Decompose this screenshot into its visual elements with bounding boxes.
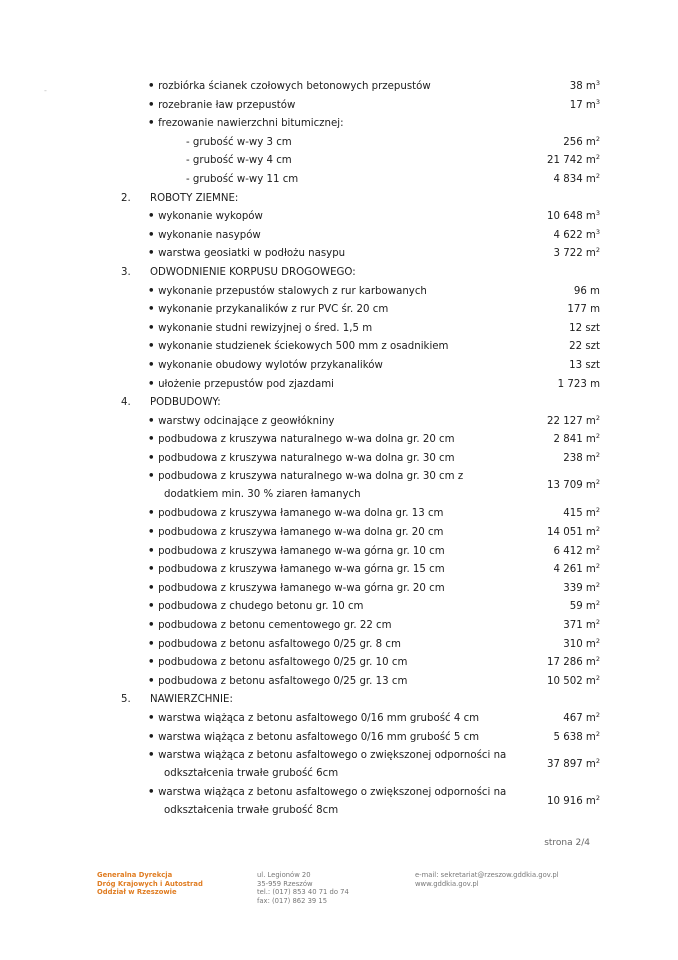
- item-description: • wykonanie przykanalików z rur PVC śr. 20 cm: [148, 301, 388, 320]
- list-item: [0, 245, 678, 264]
- section-title: ROBOTY ZIEMNE:: [150, 192, 239, 204]
- item-quantity: [547, 413, 600, 432]
- quantity-value: 4 622 m: [553, 229, 596, 241]
- unit-exponent: 2: [595, 506, 600, 515]
- list-item: [0, 227, 678, 246]
- item-description: • wykonanie nasypów: [148, 227, 261, 246]
- list-item: [0, 208, 678, 227]
- unit-exponent: 2: [595, 562, 600, 571]
- quantity-value: 2 841 m: [553, 434, 596, 446]
- unit-exponent: 2: [595, 246, 600, 255]
- section-number: 2.: [121, 192, 131, 204]
- list-item: [0, 468, 678, 505]
- unit-exponent: 2: [595, 794, 600, 803]
- item-description: • warstwa wiążąca z betonu asfaltowego 0/16 mm grubość 4 cm: [148, 710, 479, 729]
- list-item: [0, 171, 678, 190]
- quantity-value: 310 m: [563, 638, 596, 650]
- section-heading: [0, 190, 678, 209]
- unit-exponent: 2: [595, 636, 600, 645]
- item-description: - grubość w-wy 4 cm: [186, 152, 292, 171]
- footer-address-line: tel.: (017) 853 40 71 do 74: [257, 888, 349, 897]
- unit-exponent: 3: [595, 209, 600, 218]
- unit-exponent: 2: [595, 153, 600, 162]
- list-item: [0, 338, 678, 357]
- list-item: [0, 617, 678, 636]
- item-quantity: [547, 793, 600, 812]
- list-item: [0, 580, 678, 599]
- quantity-value: 21 742 m: [547, 155, 596, 167]
- list-item: [0, 598, 678, 617]
- section-number: 5.: [121, 694, 131, 706]
- quantity-value: 17 m: [569, 99, 596, 111]
- list-item: [0, 636, 678, 655]
- item-description: • warstwa geosiatki w podłożu nasypu: [148, 245, 345, 264]
- quantity-value: 3 722 m: [553, 248, 596, 260]
- list-item: [0, 729, 678, 748]
- item-quantity: [570, 78, 600, 97]
- list-item: [0, 505, 678, 524]
- section-number: 4.: [121, 397, 131, 409]
- item-description: • warstwy odcinające z geowłókniny: [148, 413, 334, 432]
- item-quantity: [563, 580, 600, 599]
- item-quantity: [554, 729, 600, 748]
- item-description: • podbudowa z chudego betonu gr. 10 cm: [148, 598, 363, 617]
- quantity-value: 238 m: [563, 452, 596, 464]
- list-item: [0, 283, 678, 302]
- list-item: [0, 152, 678, 171]
- quantity-value: 4 261 m: [553, 564, 596, 576]
- quantity-value: 96 m: [573, 285, 600, 297]
- item-description: • podbudowa z kruszywa naturalnego w-wa dolna gr. 30 cm: [148, 450, 455, 469]
- item-quantity: [563, 636, 600, 655]
- item-quantity: [563, 505, 600, 524]
- unit-exponent: 2: [595, 432, 600, 441]
- item-quantity: [563, 134, 600, 153]
- footer-email: e-mail: sekretariat@rzeszow.gddkia.gov.pl: [415, 871, 559, 879]
- item-quantity: [567, 301, 600, 320]
- item-quantity: [547, 756, 600, 775]
- item-quantity: [547, 524, 600, 543]
- item-quantity: [554, 227, 600, 246]
- section-heading: [0, 394, 678, 413]
- item-description: • podbudowa z betonu asfaltowego 0/25 gr. 13 cm: [148, 673, 407, 692]
- item-quantity: [569, 320, 600, 339]
- list-item: [0, 747, 678, 784]
- unit-exponent: 2: [595, 543, 600, 552]
- list-item: [0, 320, 678, 339]
- quantity-value: 415 m: [563, 508, 596, 520]
- section-heading: [0, 264, 678, 283]
- list-item: [0, 524, 678, 543]
- quantity-value: 371 m: [563, 620, 596, 632]
- item-quantity: [558, 376, 600, 395]
- quantity-value: 13 709 m: [547, 480, 596, 492]
- item-description: • rozebranie ław przepustów: [148, 97, 295, 116]
- item-description: • podbudowa z kruszywa łamanego w-wa dolna gr. 20 cm: [148, 524, 443, 543]
- unit-exponent: 2: [595, 413, 600, 422]
- unit-exponent: 2: [595, 757, 600, 766]
- list-item: [0, 115, 678, 134]
- unit-exponent: 2: [595, 450, 600, 459]
- unit-exponent: 2: [595, 655, 600, 664]
- footer-address-line: 35-959 Rzeszów: [257, 879, 313, 888]
- item-description-continued: odkształcenia trwałe grubość 8cm: [164, 805, 339, 817]
- section-title: PODBUDOWY:: [150, 397, 221, 409]
- item-description: - grubość w-wy 11 cm: [186, 171, 298, 190]
- item-quantity: [554, 245, 600, 264]
- footer-org-line: Generalna Dyrekcja: [97, 871, 173, 879]
- list-item: [0, 301, 678, 320]
- unit-exponent: 2: [595, 478, 600, 487]
- page-number: strona 2/4: [544, 838, 590, 848]
- item-quantity: [570, 97, 600, 116]
- unit-exponent: 3: [595, 97, 600, 106]
- quantity-value: 10 916 m: [547, 796, 596, 808]
- item-quantity: [563, 710, 600, 729]
- item-description: • wykonanie studzienek ściekowych 500 mm z osadnikiem: [148, 338, 448, 357]
- quantity-value: 467 m: [563, 713, 596, 724]
- unit-exponent: 2: [595, 729, 600, 738]
- quantity-value: 59 m: [569, 601, 596, 613]
- item-quantity: [547, 208, 600, 227]
- item-quantity: [554, 171, 600, 190]
- item-description: • wykonanie studni rewizyjnej o śred. 1,5 m: [148, 320, 372, 339]
- item-quantity: [570, 598, 600, 617]
- list-item: [0, 561, 678, 580]
- unit-exponent: 3: [595, 227, 600, 236]
- item-description: • warstwa wiążąca z betonu asfaltowego o zwiększonej odporności na: [148, 784, 506, 803]
- quantity-value: 256 m: [563, 136, 596, 148]
- footer-organization: [97, 871, 203, 897]
- item-description: • wykonanie przepustów stalowych z rur karbowanych: [148, 283, 427, 302]
- item-description: • podbudowa z betonu asfaltowego 0/25 gr. 10 cm: [148, 654, 407, 673]
- quantity-value: 10 502 m: [547, 675, 596, 687]
- list-item: [0, 357, 678, 376]
- footer-org-line: Oddział w Rzeszowie: [97, 888, 177, 897]
- quantity-value: 22 127 m: [547, 415, 596, 427]
- list-item: [0, 673, 678, 692]
- item-description: • frezowanie nawierzchni bitumicznej:: [148, 115, 344, 134]
- quantity-value: 17 286 m: [547, 657, 596, 669]
- unit-exponent: 2: [595, 525, 600, 534]
- item-quantity: [547, 654, 600, 673]
- item-description: • podbudowa z betonu asfaltowego 0/25 gr. 8 cm: [148, 636, 401, 655]
- unit-exponent: 3: [595, 79, 600, 87]
- unit-exponent: 2: [595, 134, 600, 143]
- quantity-value: 13 szt: [569, 359, 600, 371]
- item-description: • podbudowa z kruszywa łamanego w-wa górna gr. 10 cm: [148, 543, 445, 562]
- item-description: • podbudowa z kruszywa łamanego w-wa górna gr. 20 cm: [148, 580, 445, 599]
- quantity-value: 12 szt: [569, 322, 600, 334]
- quantity-list: [0, 78, 678, 821]
- item-quantity: [554, 543, 600, 562]
- list-item: [0, 543, 678, 562]
- footer-website: www.gddkia.gov.pl: [415, 879, 479, 888]
- footer-address: [257, 871, 349, 905]
- quantity-value: 22 szt: [569, 341, 600, 353]
- quantity-value: 4 834 m: [553, 173, 596, 185]
- unit-exponent: 2: [595, 580, 600, 589]
- item-description: • podbudowa z kruszywa naturalnego w-wa dolna gr. 20 cm: [148, 431, 455, 450]
- item-description: • warstwa wiążąca z betonu asfaltowego o zwiększonej odporności na: [148, 747, 506, 766]
- item-description-continued: odkształcenia trwałe grubość 6cm: [164, 768, 339, 780]
- list-item: [0, 710, 678, 729]
- list-item: [0, 450, 678, 469]
- item-quantity: [569, 357, 600, 376]
- quantity-value: 177 m: [567, 304, 600, 316]
- section-title: ODWODNIENIE KORPUSU DROGOWEGO:: [150, 266, 356, 278]
- item-quantity: [563, 450, 600, 469]
- unit-exponent: 2: [595, 618, 600, 627]
- list-item: [0, 784, 678, 821]
- item-description: • ułożenie przepustów pod zjazdami: [148, 376, 334, 395]
- item-quantity: [554, 431, 600, 450]
- scan-mark: -: [44, 86, 47, 95]
- item-quantity: [547, 673, 600, 692]
- list-item: [0, 654, 678, 673]
- item-quantity: [574, 283, 600, 302]
- section-heading: [0, 691, 678, 710]
- list-item: [0, 376, 678, 395]
- quantity-value: 1 723 m: [557, 378, 600, 390]
- quantity-value: 5 638 m: [553, 731, 596, 743]
- item-description-continued: dodatkiem min. 30 % ziaren łamanych: [164, 489, 361, 501]
- item-quantity: [554, 561, 600, 580]
- list-item: [0, 97, 678, 116]
- footer-org-line: Dróg Krajowych i Autostrad: [97, 879, 203, 888]
- quantity-value: 38 m: [569, 81, 596, 92]
- quantity-value: 339 m: [563, 582, 596, 594]
- item-description: • podbudowa z kruszywa łamanego w-wa górna gr. 15 cm: [148, 561, 445, 580]
- list-item: [0, 431, 678, 450]
- section-number: 3.: [121, 266, 131, 278]
- quantity-value: 14 051 m: [547, 527, 596, 539]
- list-item: [0, 78, 678, 97]
- item-quantity: [547, 152, 600, 171]
- quantity-value: 6 412 m: [553, 545, 596, 557]
- section-title: NAWIERZCHNIE:: [150, 694, 233, 706]
- item-description: • podbudowa z kruszywa naturalnego w-wa dolna gr. 30 cm z: [148, 468, 463, 487]
- item-description: • wykonanie obudowy wylotów przykanalików: [148, 357, 383, 376]
- item-quantity: [547, 477, 600, 496]
- quantity-value: 37 897 m: [547, 759, 596, 771]
- item-description: - grubość w-wy 3 cm: [186, 134, 292, 153]
- list-item: [0, 413, 678, 432]
- unit-exponent: 2: [595, 171, 600, 180]
- unit-exponent: 2: [595, 711, 600, 719]
- quantity-value: 10 648 m: [547, 211, 596, 223]
- item-description: • wykonanie wykopów: [148, 208, 263, 227]
- item-quantity: [563, 617, 600, 636]
- item-description: • rozbiórka ścianek czołowych betonowych przepustów: [148, 78, 431, 97]
- unit-exponent: 2: [595, 599, 600, 608]
- item-description: • warstwa wiążąca z betonu asfaltowego 0/16 mm grubość 5 cm: [148, 729, 479, 748]
- item-description: • podbudowa z betonu cementowego gr. 22 cm: [148, 617, 392, 636]
- item-quantity: [569, 338, 600, 357]
- footer-address-line: fax: (017) 862 39 15: [257, 896, 328, 905]
- list-item: [0, 134, 678, 153]
- footer-contact: [415, 871, 559, 888]
- footer-address-line: ul. Legionów 20: [257, 871, 311, 879]
- unit-exponent: 2: [595, 673, 600, 682]
- item-description: • podbudowa z kruszywa łamanego w-wa dolna gr. 13 cm: [148, 505, 443, 524]
